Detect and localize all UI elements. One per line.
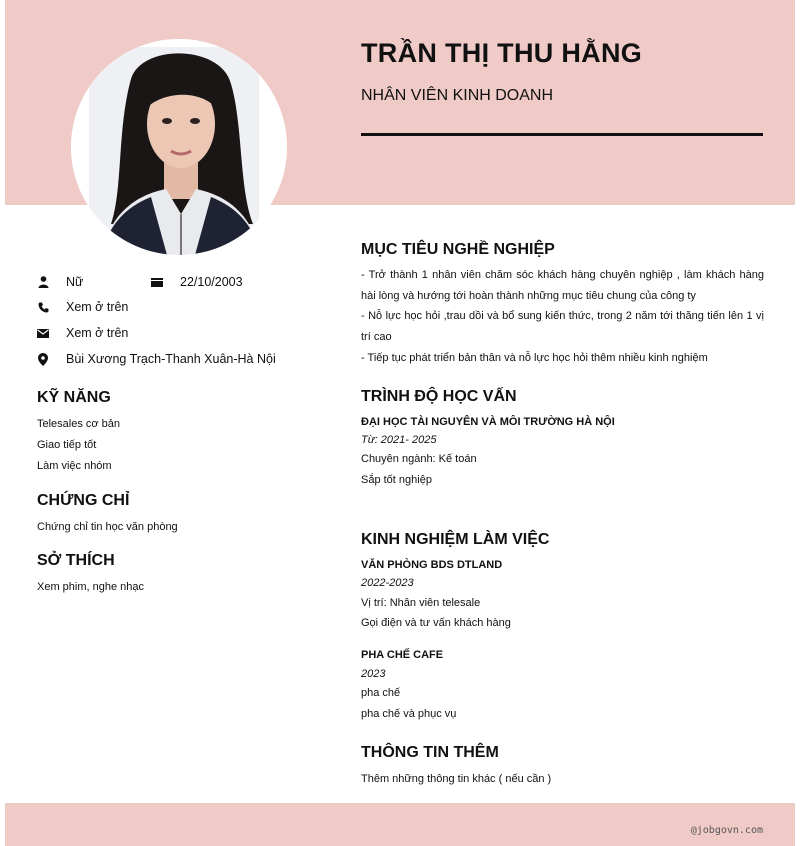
education-school: ĐẠI HỌC TÀI NGUYÊN VÀ MÔI TRƯỜNG HÀ NỘI	[361, 416, 615, 428]
objective-title: MỤC TIÊU NGHỀ NGHIỆP	[361, 241, 555, 258]
education-status: Sắp tốt nghiệp	[361, 474, 432, 486]
job-period: 2023	[361, 668, 386, 680]
address-text: Bùi Xương Trạch-Thanh Xuân-Hà Nội	[66, 352, 276, 366]
job-period: 2022-2023	[361, 577, 414, 589]
footer-band	[5, 803, 795, 846]
education-period: Từ: 2021- 2025	[361, 434, 437, 446]
address-row	[37, 352, 276, 366]
gender-text: Nữ	[66, 275, 84, 289]
header-divider	[361, 133, 763, 136]
mail-icon	[37, 327, 49, 339]
cv-page	[5, 0, 795, 846]
job-description: pha chế và phục vụ	[361, 708, 457, 720]
job-position: pha chế	[361, 687, 401, 699]
email-row	[37, 326, 128, 340]
location-pin-icon	[37, 353, 49, 365]
birthday-item	[151, 275, 243, 289]
experience-title: KINH NGHIỆM LÀM VIỆC	[361, 531, 550, 548]
objective-item: - Tiếp tục phát triển bản thân và nỗ lực học hỏi thêm nhiều kinh nghiệm	[361, 352, 708, 364]
job-company: VĂN PHÒNG BDS DTLAND	[361, 559, 503, 571]
certificate-item: Chứng chỉ tin học văn phòng	[37, 521, 178, 533]
hobbies-title: SỞ THÍCH	[37, 552, 115, 569]
candidate-name: TRẦN THỊ THU HẰNG	[361, 38, 643, 68]
education-major: Chuyên ngành: Kế toán	[361, 453, 477, 465]
gender-item	[37, 275, 83, 289]
footer-brand: @jobgovn.com	[690, 825, 763, 836]
objective-item: - Nỗ lực học hỏi ,trau dồi và bổ sung kiến thức, trong 2 năm tới thăng tiến lên 1 vị trí cao	[361, 310, 764, 343]
job-position: Vị trí: Nhân viên telesale	[361, 597, 481, 609]
skill-item: Làm việc nhóm	[37, 460, 112, 472]
person-icon	[37, 276, 49, 288]
birthday-text: 22/10/2003	[180, 275, 243, 289]
hobby-item: Xem phim, nghe nhạc	[37, 581, 145, 593]
additional-info-text: Thêm những thông tin khác ( nếu cần )	[361, 773, 552, 785]
candidate-job-title: NHÂN VIÊN KINH DOANH	[361, 87, 554, 104]
phone-row	[37, 300, 128, 314]
objective-item: - Trở thành 1 nhân viên chăm sóc khách hàng chuyên nghiệp , làm khách hàng hài lòng và hướng tới hoàn thành những mục tiêu chung của công ty	[361, 269, 764, 302]
additional-info-title: THÔNG TIN THÊM	[361, 744, 499, 761]
skills-title: KỸ NĂNG	[37, 389, 111, 406]
profile-photo	[71, 39, 287, 255]
education-title: TRÌNH ĐỘ HỌC VẤN	[361, 388, 517, 405]
phone-icon	[37, 301, 49, 313]
email-text: Xem ở trên	[66, 326, 129, 340]
job-description: Gọi điện và tư vấn khách hàng	[361, 617, 511, 629]
certificates-title: CHỨNG CHỈ	[37, 492, 130, 509]
skill-item: Telesales cơ bản	[37, 418, 121, 430]
phone-text: Xem ở trên	[66, 300, 129, 314]
gender-birthday-row	[37, 275, 337, 291]
job-company: PHA CHẾ CAFE	[361, 649, 444, 661]
skill-item: Giao tiếp tốt	[37, 439, 97, 451]
calendar-icon	[151, 276, 163, 288]
